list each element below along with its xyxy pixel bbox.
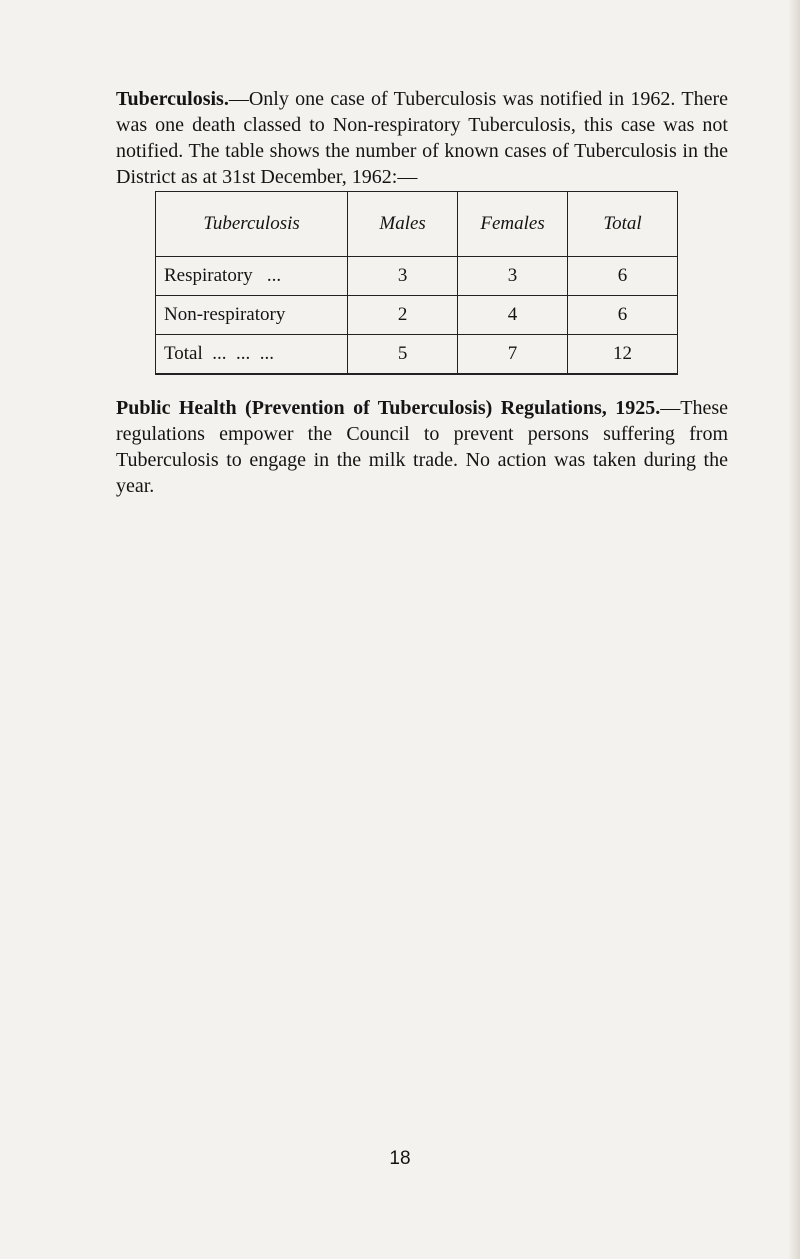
cell-total: 12 — [568, 335, 678, 375]
tuberculosis-paragraph — [116, 86, 728, 190]
regulations-heading: Public Health (Prevention of Tuberculosis) Regulations, 1925. — [116, 397, 661, 419]
cell-males: 3 — [348, 257, 458, 296]
tuberculosis-text: —Only one case of Tuberculosis was notified in 1962. There was one death classed to Non-respiratory Tuberculosis, this case was not notified. The table shows the number of known cases of Tuberculosis in the District as at 31st December, 1962:— — [116, 88, 728, 188]
header-total: Total — [568, 192, 678, 257]
header-males: Males — [348, 192, 458, 257]
header-tuberculosis: Tuberculosis — [156, 192, 348, 257]
table-row — [156, 257, 678, 296]
page-number: 18 — [389, 1148, 411, 1169]
cell-females: 4 — [458, 296, 568, 335]
cell-females: 3 — [458, 257, 568, 296]
regulations-paragraph — [116, 395, 728, 499]
header-females: Females — [458, 192, 568, 257]
regulations-text: —These regulations empower the Council to prevent persons suffering from Tuberculosis to engage in the milk trade. No action was taken during the year. — [116, 397, 728, 497]
cell-males: 2 — [348, 296, 458, 335]
table-header-row — [156, 192, 678, 257]
cell-total: 6 — [568, 296, 678, 335]
table-row-total — [156, 335, 678, 375]
tuberculosis-heading: Tuberculosis. — [116, 88, 229, 110]
row-label: Total ... ... ... — [156, 335, 348, 375]
cell-total: 6 — [568, 257, 678, 296]
table-row — [156, 296, 678, 335]
cell-females: 7 — [458, 335, 568, 375]
row-label: Respiratory ... — [156, 257, 348, 296]
row-label: Non-respiratory — [156, 296, 348, 335]
cell-males: 5 — [348, 335, 458, 375]
page-edge-shadow — [788, 0, 800, 1259]
tuberculosis-table — [155, 191, 678, 375]
